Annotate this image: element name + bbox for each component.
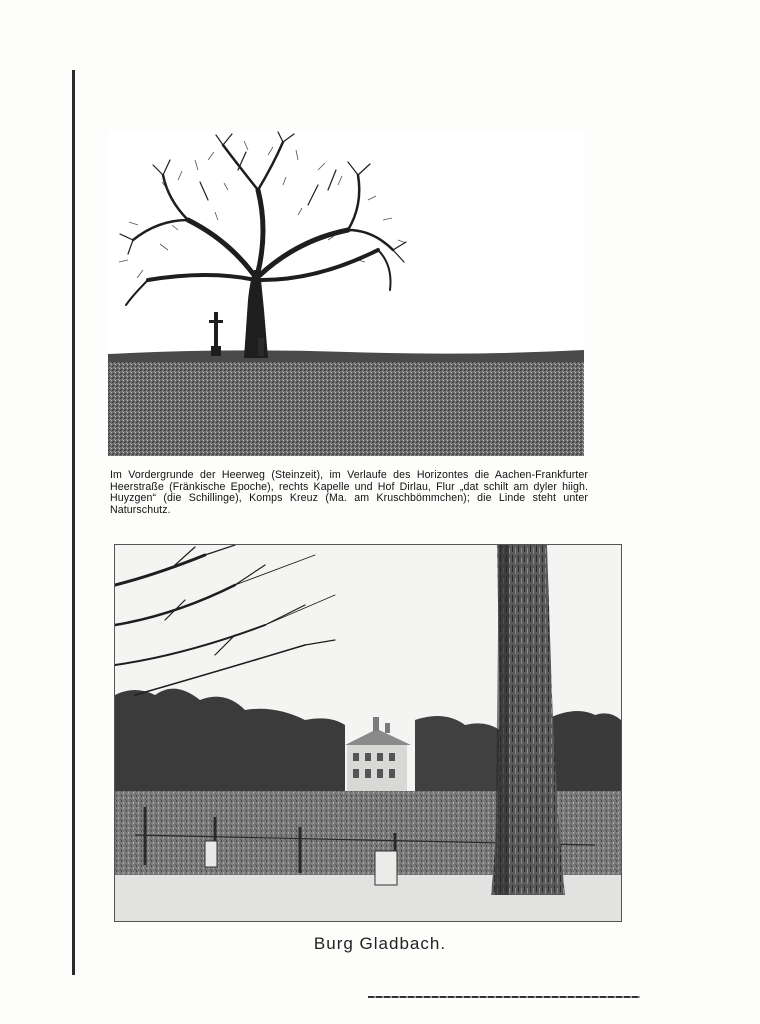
footer-rule (368, 996, 640, 998)
photo-burg-gladbach (114, 544, 622, 922)
figure-caption-1: Im Vordergrunde der Heerweg (Steinzeit), im Verlaufe des Horizontes die Aachen-Frankfurter Heerstraße (Fränkische Epoche), rechts Kapelle und Hof Dirlau, Flur „dat schilt am dyler hiigh. Huyzgen“ (die Schillinge), Komps Kreuz (Ma. am Kruschbömmchen); die Linde steht unter Naturschutz. (110, 469, 588, 516)
figure-caption-2: Burg Gladbach. (313, 934, 447, 953)
field (108, 354, 584, 456)
photo-tree-field (108, 130, 584, 456)
margin-rule (72, 70, 75, 975)
tree-field-image (108, 130, 584, 456)
castle-image (115, 545, 621, 921)
